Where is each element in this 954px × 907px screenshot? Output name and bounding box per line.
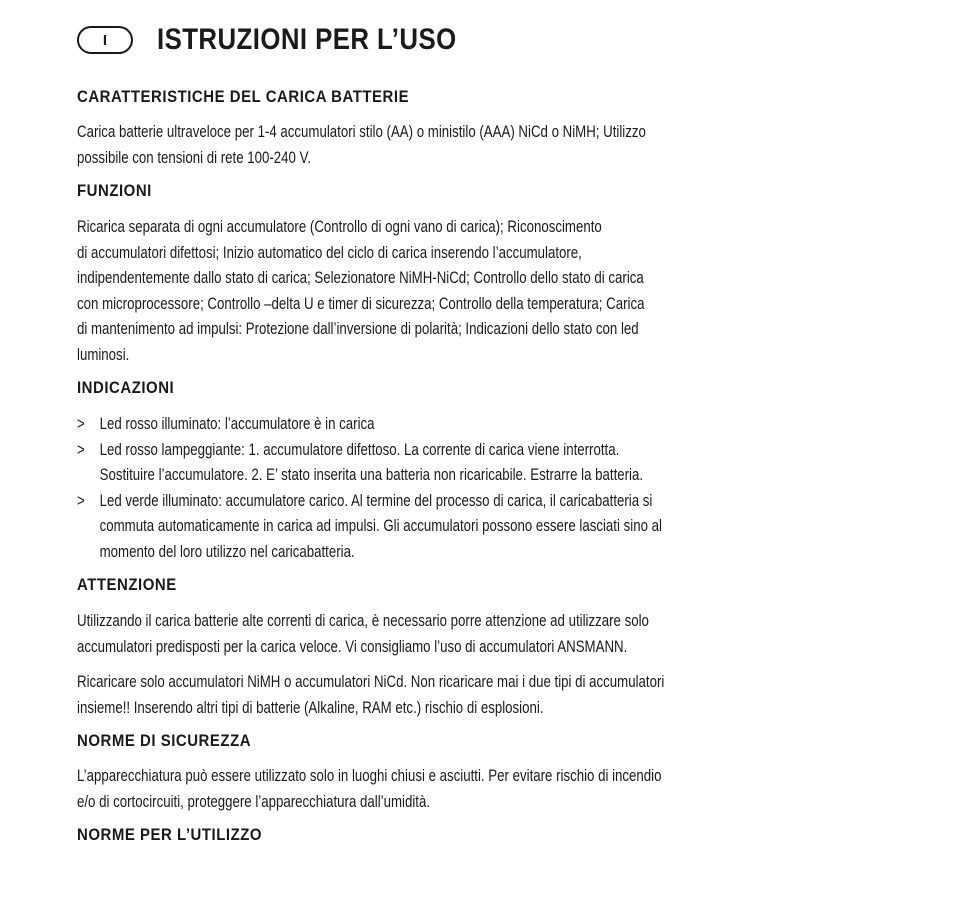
list-item [77,488,662,565]
section-heading-sicurezza: NORME DI SICUREZZA [77,731,252,750]
indicazioni-list [77,411,662,564]
text-line: di mantenimento ad impulsi: Protezione dall’inversione di polarità; Indicazioni dello stato con led [77,319,639,338]
text-line: e/o di cortocircuiti, proteggere l’apparecchiatura dall’umidità. [77,791,431,811]
paragraph-caratteristiche [77,119,646,170]
paragraph-attenzione-1 [77,608,649,659]
text-line: Led verde illuminato: accumulatore carico. Al termine del processo di carica, il caricabatteria si [99,490,653,510]
text-line: L’apparecchiatura può essere utilizzato solo in luoghi chiusi e asciutti. Per evitare rischio di incendio [77,766,662,785]
text-line: di accumulatori difettosi; Inizio automatico del ciclo di carica inserendo l’accumulatore, [77,242,582,262]
list-marker: > [77,439,85,459]
text-line: commuta automaticamente in carica ad impulsi. Gli accumulatori possono essere lasciati sino al [99,516,662,535]
text-line: insieme!! Inserendo altri tipi di batterie (Alkaline, RAM etc.) rischio di esplosioni. [77,697,544,717]
text-line: Sostituire l’accumulatore. 2. E’ stato inserita una batteria non ricaricabile. Estrarre la batteria. [99,465,644,484]
text-line: Ricarica separata di ogni accumulatore (Controllo di ogni vano di carica); Riconoscimento [77,217,602,236]
text-line: Carica batterie ultraveloce per 1-4 accumulatori stilo (AA) o ministilo (AAA) NiCd o NiMH; Utilizzo [77,122,646,141]
list-marker: > [77,490,85,510]
section-heading-funzioni: FUNZIONI [77,181,152,200]
section-heading-indicazioni: INDICAZIONI [77,378,175,397]
text-line: luminosi. [77,344,130,364]
text-line: Utilizzando il carica batterie alte correnti di carica, è necessario porre attenzione ad utilizzare solo [77,611,649,630]
text-line: indipendentemente dallo stato di carica; Selezionatore NiMH-NiCd; Controllo dello stato di carica [77,268,644,287]
text-line: Led rosso illuminato: l’accumulatore è in carica [99,414,375,433]
section-heading-attenzione: ATTENZIONE [77,575,177,594]
list-item [77,411,662,437]
text-line: Ricaricare solo accumulatori NiMH o accumulatori NiCd. Non ricaricare mai i due tipi di accumulatori [77,672,665,691]
section-heading-utilizzo: NORME PER L’UTILIZZO [77,825,263,844]
paragraph-funzioni [77,214,644,367]
text-line: possibile con tensioni di rete 100-240 V. [77,147,311,167]
language-badge: I [77,26,133,54]
text-line: accumulatori predisposti per la carica veloce. Vi consigliamo l’uso di accumulatori ANSMANN. [77,636,628,656]
text-line: con microprocessore; Controllo –delta U e timer di sicurezza; Controllo della temperatura; Carica [77,293,645,313]
paragraph-attenzione-2 [77,669,664,720]
section-heading-caratteristiche: CARATTERISTICHE DEL CARICA BATTERIE [77,87,410,106]
page-header [77,22,505,58]
page-title: ISTRUZIONI PER L’USO [157,23,457,56]
list-item [77,437,662,488]
paragraph-sicurezza [77,763,662,814]
list-marker: > [77,414,85,433]
text-line: Led rosso lampeggiante: 1. accumulatore difettoso. La corrente di carica viene interrotta. [99,439,620,459]
text-line: momento del loro utilizzo nel caricabatteria. [99,541,355,561]
